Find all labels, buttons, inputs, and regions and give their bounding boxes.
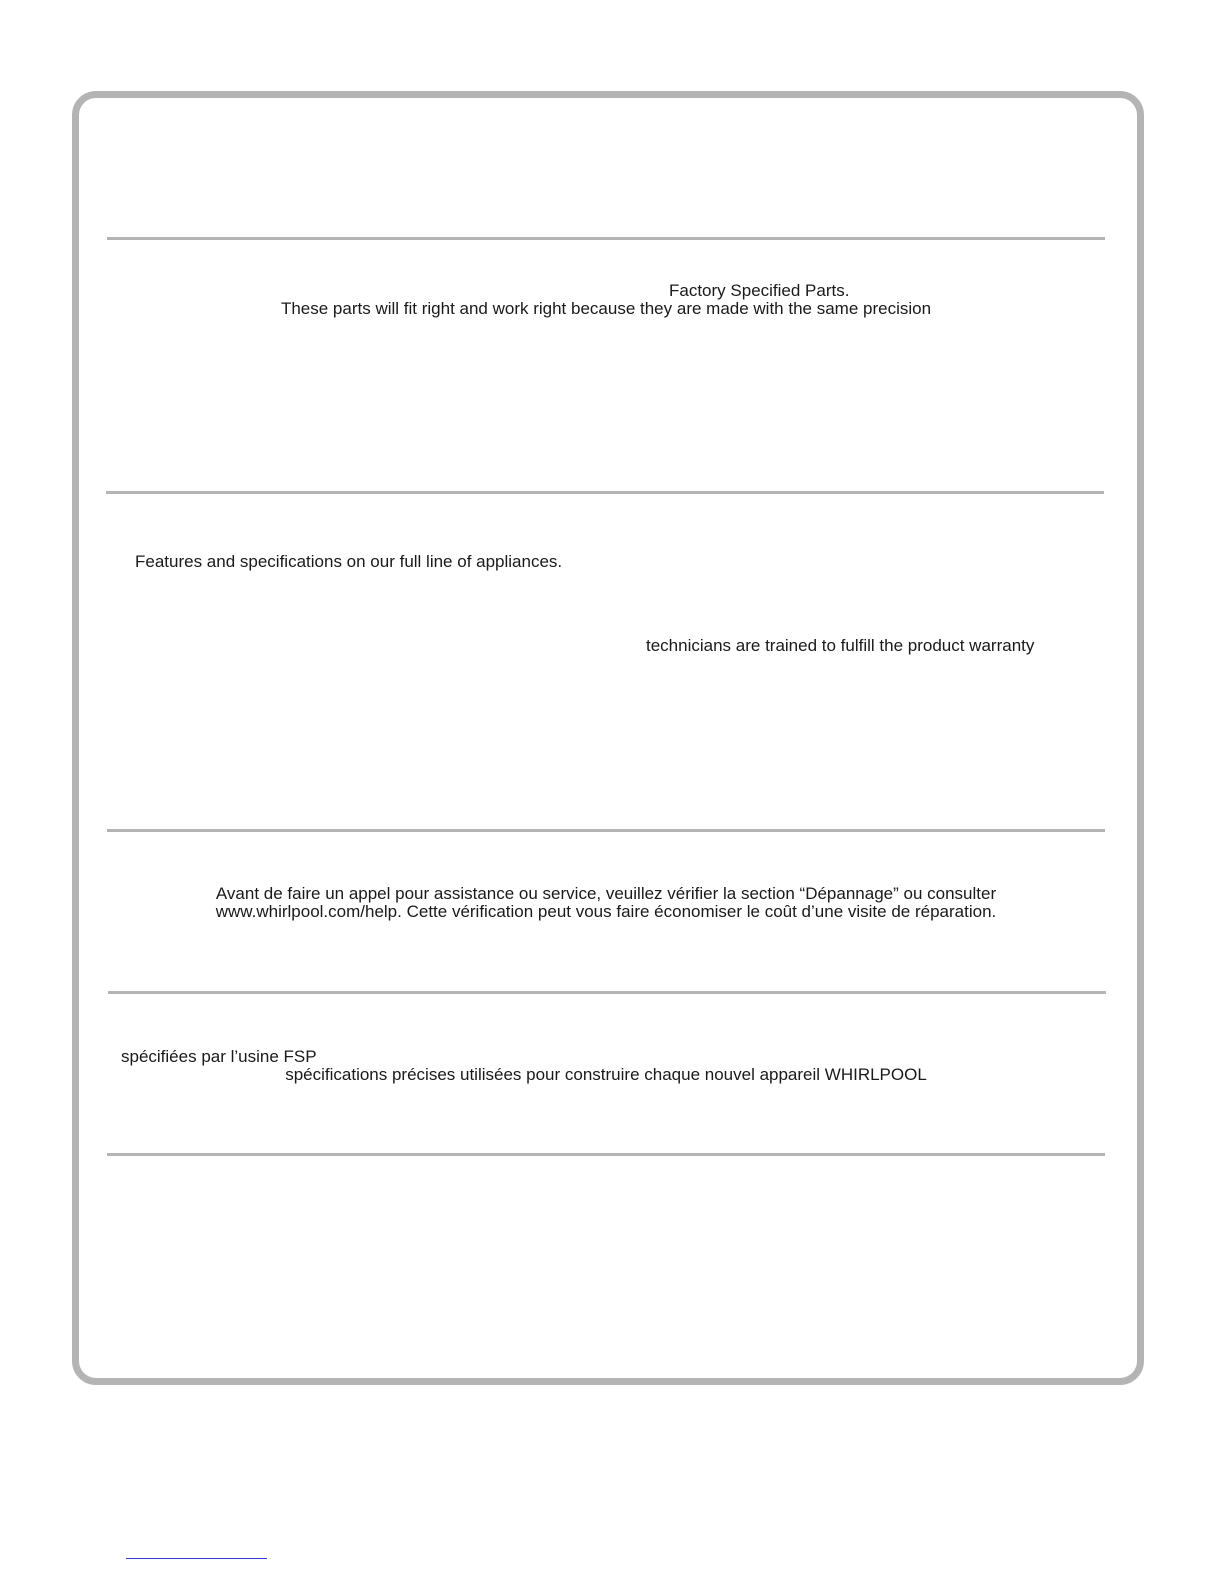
french-parts-fragment: spécifiées par l’usine FSP [121, 1047, 317, 1066]
divider-1 [107, 237, 1105, 240]
parts-heading-fragment: Factory Specified Parts. [669, 281, 850, 300]
footer-link-underline [126, 1558, 267, 1559]
divider-2 [106, 491, 1104, 494]
divider-4 [108, 991, 1106, 994]
parts-line: These parts will fit right and work right because they are made with the same precision [280, 299, 932, 318]
technicians-line: technicians are trained to fulfill the product warranty [646, 636, 1035, 655]
content-frame [72, 91, 1144, 1385]
divider-3 [107, 829, 1105, 832]
divider-5 [107, 1153, 1105, 1156]
features-line: Features and specifications on our full line of appliances. [135, 552, 563, 571]
french-intro-line-1: Avant de faire un appel pour assistance ou service, veuillez vérifier la section “Dépannage” ou consulter [215, 884, 997, 903]
french-parts-line: spécifications précises utilisées pour construire chaque nouvel appareil WHIRLPOOL [285, 1065, 927, 1084]
french-intro-line-2: www.whirlpool.com/help. Cette vérification peut vous faire économiser le coût d’une visite de réparation. [215, 902, 997, 921]
